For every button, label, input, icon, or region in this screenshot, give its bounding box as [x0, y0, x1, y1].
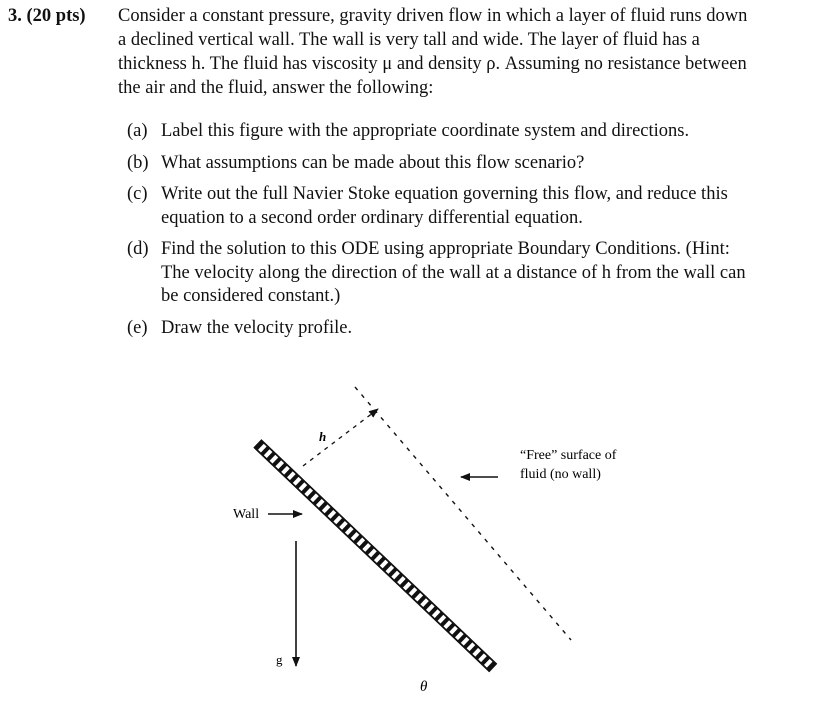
- free-surface-line: [355, 387, 571, 640]
- problem-line-4: the air and the fluid, answer the following:: [118, 78, 434, 98]
- problem-number: 3. (20 pts): [8, 6, 86, 26]
- part-text: Label this figure with the appropriate coordinate system and directions.: [161, 121, 690, 141]
- part-text: The velocity along the direction of the wall at a distance of h from the wall can: [161, 262, 746, 283]
- gravity-label: g: [276, 652, 283, 667]
- inclined-wall: [255, 440, 497, 671]
- part-text: Write out the full Navier Stoke equation governing this flow, and reduce this: [161, 184, 728, 204]
- part-text: be considered constant.): [161, 286, 341, 306]
- part-label: (e): [127, 317, 148, 338]
- part-text: Draw the velocity profile.: [161, 317, 353, 338]
- part-text: Find the solution to this ODE using appropriate Boundary Conditions. (Hint:: [161, 239, 730, 259]
- part-text: equation to a second order ordinary differential equation.: [161, 207, 583, 228]
- problem-line-2: a declined vertical wall. The wall is very tall and wide. The layer of fluid has a: [118, 30, 700, 50]
- wall-label: Wall: [233, 507, 260, 522]
- problem-text: Consider a constant pressure, gravity driven flow in which a layer of fluid runs down: [118, 6, 748, 26]
- angle-label: θ: [420, 679, 428, 695]
- part-label: (a): [127, 121, 148, 141]
- part-text: What assumptions can be made about this flow scenario?: [161, 152, 585, 173]
- thickness-label: h: [319, 429, 327, 444]
- part-label: (d): [127, 239, 149, 259]
- free-surface-label-line-2: fluid (no wall): [520, 467, 601, 482]
- problem-line-3: thickness h. The fluid has viscosity μ and density ρ. Assuming no resistance between: [118, 54, 747, 74]
- thickness-dimension-line: [303, 409, 378, 466]
- part-label: (c): [127, 184, 148, 204]
- free-surface-label-line-1: “Free” surface of: [520, 448, 617, 463]
- part-label: (b): [127, 152, 149, 173]
